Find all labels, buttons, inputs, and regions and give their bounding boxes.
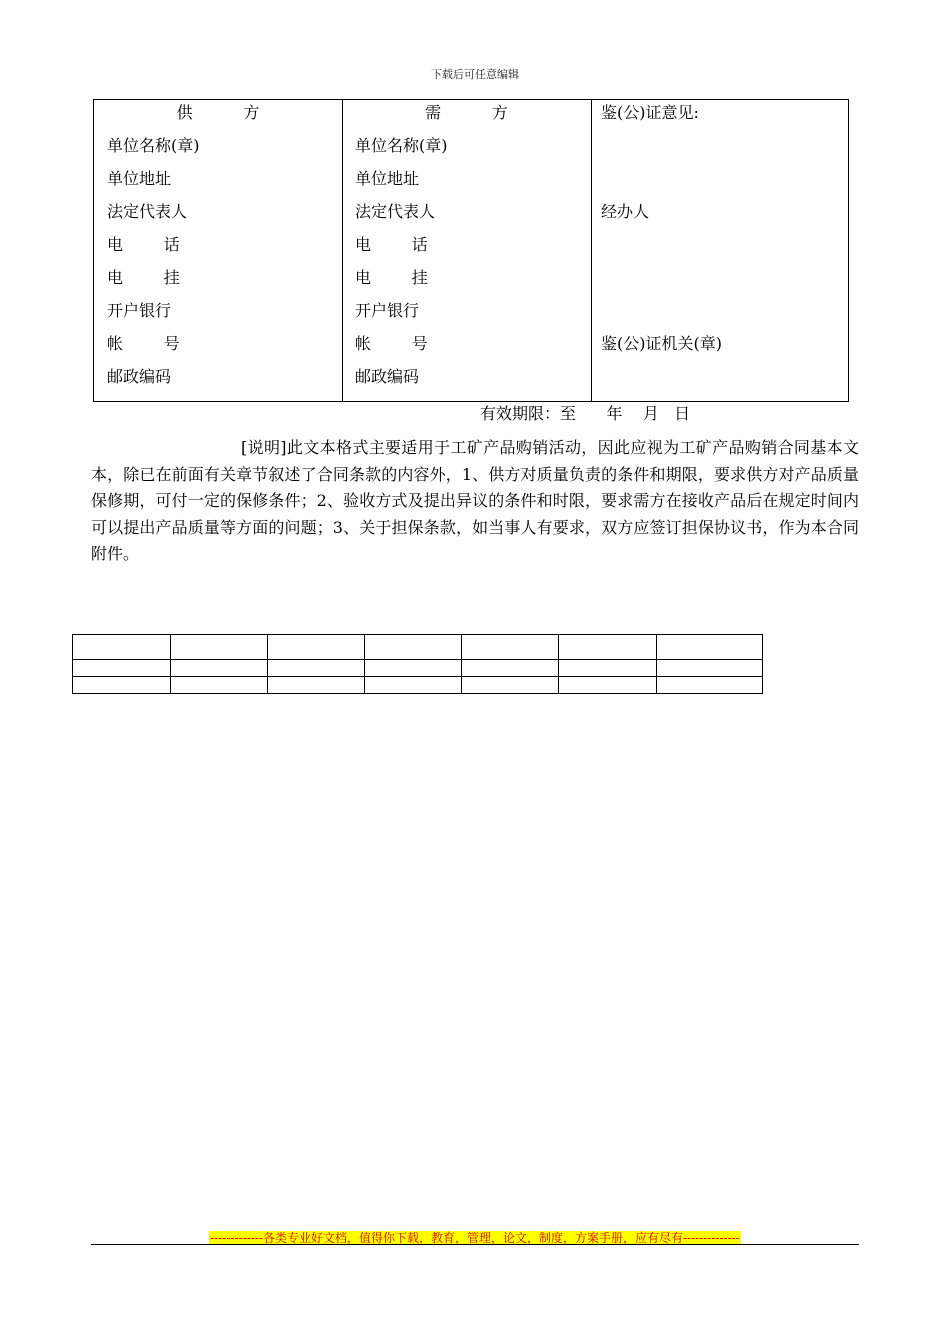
supplier-company-name: 单位名称(章) xyxy=(107,136,200,155)
buyer-title: 需 方 xyxy=(425,103,508,122)
supplier-legal-rep: 法定代表人 xyxy=(107,202,188,221)
buyer-postcode: 邮政编码 xyxy=(355,367,420,386)
page-header: 下载后可任意编辑 xyxy=(431,68,519,81)
footer-banner-text: -------------各类专业好文档，值得你下载，教育，管理，论文，制度，方案手册，应有尽有-------------- xyxy=(210,1231,740,1245)
table-cell xyxy=(559,660,657,677)
supplier-title: 供 方 xyxy=(176,103,260,122)
footer-rule xyxy=(91,1244,859,1245)
contract-signature-table xyxy=(93,99,849,402)
table-row xyxy=(73,677,763,694)
buyer-telegraph: 电 挂 xyxy=(355,268,428,287)
blank-table xyxy=(72,634,763,694)
table-cell xyxy=(73,677,171,694)
supplier-address: 单位地址 xyxy=(107,169,172,188)
table-cell xyxy=(365,677,462,694)
table-cell xyxy=(73,660,171,677)
table-cell xyxy=(559,635,657,660)
buyer-bank: 开户银行 xyxy=(355,301,420,320)
notary-opinion-label: 鉴(公)证意见: xyxy=(601,103,699,122)
table-cell xyxy=(171,677,268,694)
table-cell xyxy=(462,677,559,694)
table-cell xyxy=(365,660,462,677)
supplier-postcode: 邮政编码 xyxy=(107,367,172,386)
table-cell xyxy=(657,660,763,677)
supplier-telegraph: 电 挂 xyxy=(107,268,180,287)
table-cell xyxy=(559,677,657,694)
notary-column xyxy=(591,100,848,401)
buyer-account: 帐 号 xyxy=(355,334,428,353)
validity-period: 有效期限：至 年 月 日 xyxy=(480,404,691,423)
supplier-column xyxy=(94,100,343,401)
supplier-account: 帐 号 xyxy=(107,334,180,353)
table-cell xyxy=(171,660,268,677)
table-cell xyxy=(462,635,559,660)
table-cell xyxy=(268,635,365,660)
table-cell xyxy=(657,635,763,660)
buyer-column xyxy=(342,100,592,401)
table-cell xyxy=(268,660,365,677)
buyer-address: 单位地址 xyxy=(355,169,420,188)
notary-handler-label: 经办人 xyxy=(601,202,650,221)
table-cell xyxy=(73,635,171,660)
table-cell xyxy=(365,635,462,660)
table-cell xyxy=(657,677,763,694)
table-cell xyxy=(462,660,559,677)
table-cell xyxy=(171,635,268,660)
buyer-legal-rep: 法定代表人 xyxy=(355,202,436,221)
supplier-bank: 开户银行 xyxy=(107,301,172,320)
buyer-phone: 电 话 xyxy=(355,235,428,254)
explanation-paragraph: [说明]此文本格式主要适用于工矿产品购销活动，因此应视为工矿产品购销合同基本文本，除已在前面有关章节叙述了合同条款的内容外，1、供方对质量负责的条件和期限，要求供方对产品质量保修期，可付一定的保修条件；2、验收方式及提出异议的条件和时限，要求需方在接收产品后在规定时间内可以提出产品质量等方面的问题；3、关于担保条款，如当事人有要求，双方应签订担保协议书，作为本合同附件。 xyxy=(91,438,859,563)
buyer-company-name: 单位名称(章) xyxy=(355,136,448,155)
table-cell xyxy=(268,677,365,694)
table-row xyxy=(73,635,763,660)
supplier-phone: 电 话 xyxy=(107,235,180,254)
table-row xyxy=(73,660,763,677)
notary-authority-label: 鉴(公)证机关(章) xyxy=(601,334,722,353)
